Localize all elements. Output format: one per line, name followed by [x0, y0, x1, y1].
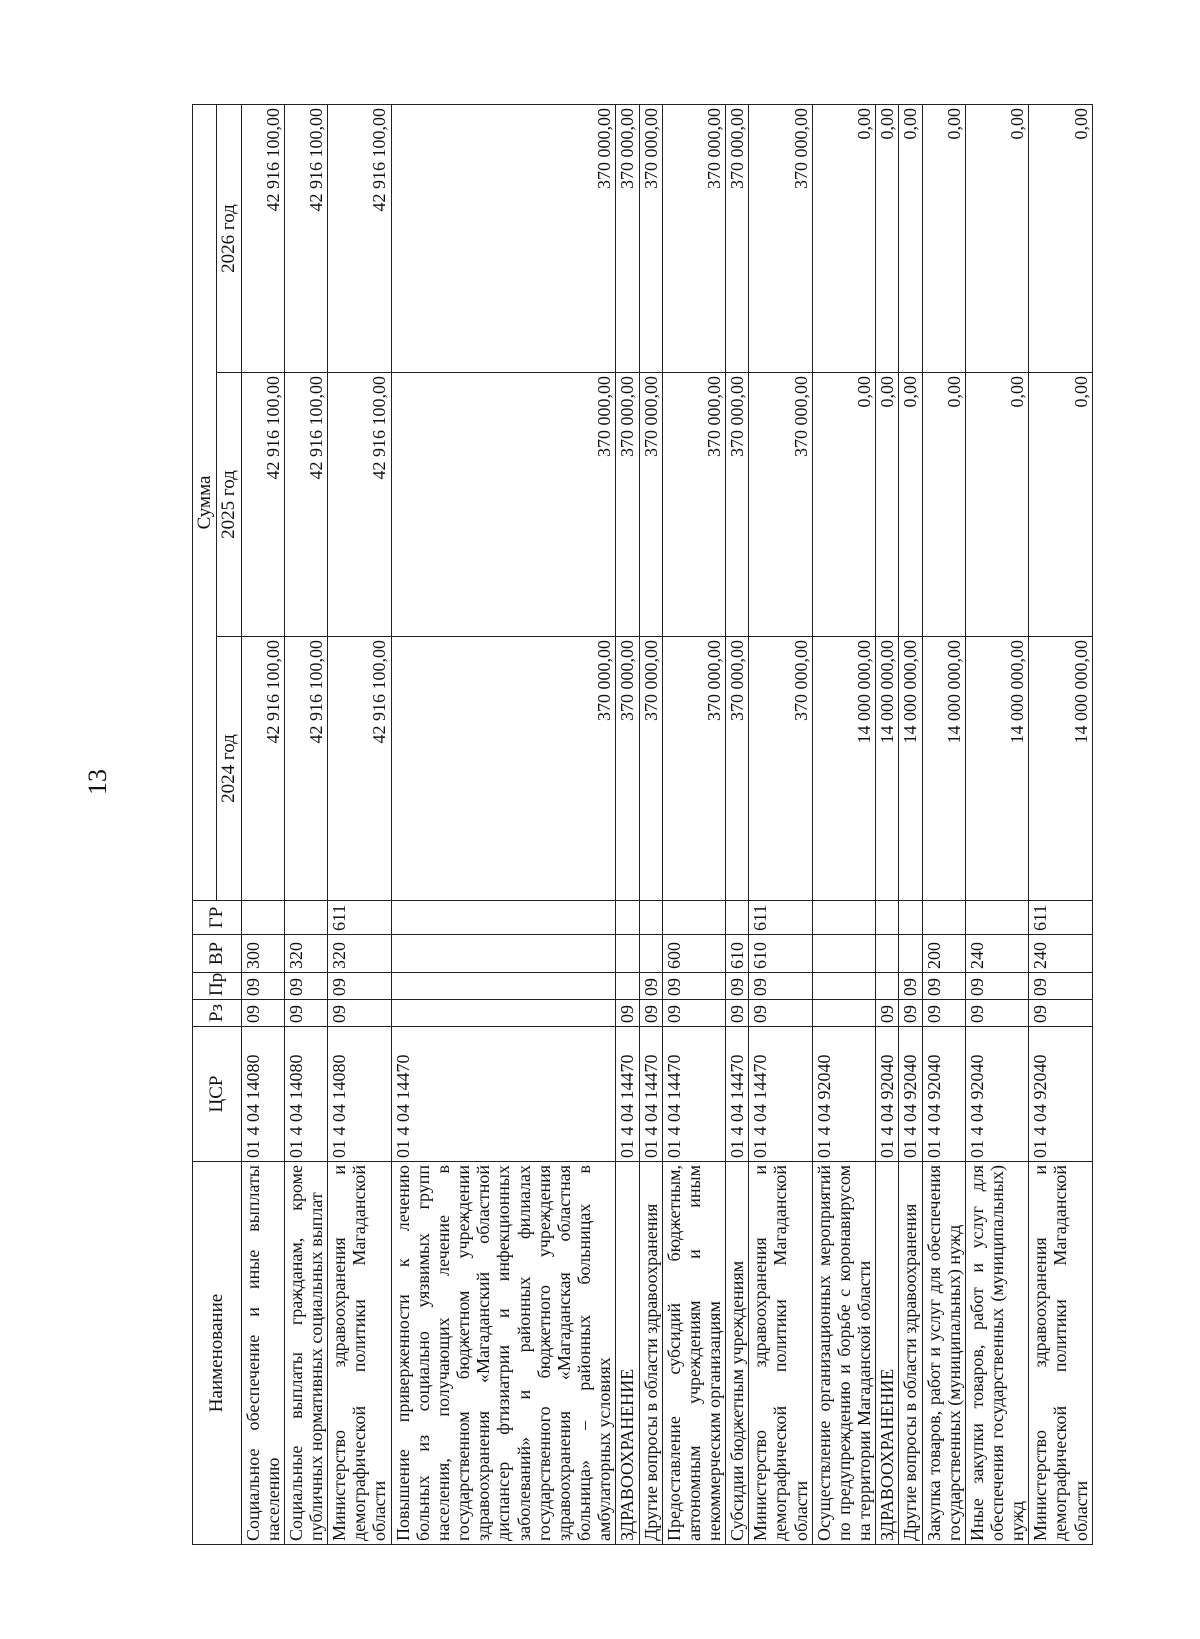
cell-pr: 09	[328, 973, 391, 1000]
cell-name: Другие вопросы в области здравоохранения	[639, 1162, 662, 1545]
cell-2026: 0,00	[876, 104, 899, 372]
cell-gr	[812, 901, 875, 935]
cell-2026: 0,00	[812, 104, 875, 372]
budget-table-container	[192, 105, 1091, 1545]
cell-csr: 01 4 04 92040	[876, 1027, 899, 1162]
cell-gr: 611	[328, 901, 391, 935]
cell-csr: 01 4 04 14470	[662, 1027, 725, 1162]
cell-vr	[876, 935, 899, 973]
cell-name: Иные закупки товаров, работ и услуг для обеспечения государственных (муниципальных) нужд	[965, 1162, 1028, 1545]
cell-csr: 01 4 04 92040	[1029, 1027, 1092, 1162]
cell-2024: 370 000,00	[749, 637, 812, 901]
header-rz: Рз	[193, 1000, 242, 1027]
cell-name: ЗДРАВООХРАНЕНИЕ	[876, 1162, 899, 1545]
cell-name: Министерство здравоохранения и демографической политики Магаданской области	[328, 1162, 391, 1545]
cell-vr	[812, 935, 875, 973]
cell-name: Министерство здравоохранения и демографической политики Магаданской области	[1029, 1162, 1092, 1545]
cell-csr: 01 4 04 14470	[639, 1027, 662, 1162]
cell-pr	[876, 973, 899, 1000]
table-row	[965, 104, 1028, 1544]
cell-gr: 611	[749, 901, 812, 935]
cell-rz: 09	[616, 1000, 639, 1027]
cell-2026: 42 916 100,00	[328, 104, 391, 372]
table-row	[749, 104, 812, 1544]
cell-gr	[922, 901, 965, 935]
cell-name: Другие вопросы в области здравоохранения	[899, 1162, 922, 1545]
cell-vr	[639, 935, 662, 973]
header-name: Наименование	[193, 1162, 242, 1545]
cell-vr: 240	[1029, 935, 1092, 973]
cell-gr	[899, 901, 922, 935]
table-row	[284, 104, 327, 1544]
cell-name: Повышение приверженности к лечению больных из социально уязвимых групп населения, получающих лечение в государственном бюджетном учреждении здравоохранения «Магаданский областной диспансер фтизиатрии и инфекционных заболеваний» и районных филиалах государственного бюджетного учреждения здравоохранения «Магаданская областная больница» – районных больницах в амбулаторных условиях	[391, 1162, 616, 1545]
cell-gr	[241, 901, 284, 935]
cell-2026: 0,00	[922, 104, 965, 372]
cell-rz: 09	[899, 1000, 922, 1027]
cell-csr: 01 4 04 92040	[899, 1027, 922, 1162]
cell-2024: 14 000 000,00	[922, 637, 965, 901]
cell-2024: 370 000,00	[616, 637, 639, 901]
cell-2026: 0,00	[965, 104, 1028, 372]
cell-pr: 09	[749, 973, 812, 1000]
cell-rz: 09	[726, 1000, 749, 1027]
cell-csr: 01 4 04 14470	[749, 1027, 812, 1162]
cell-vr: 200	[922, 935, 965, 973]
cell-2025: 370 000,00	[662, 373, 725, 637]
cell-gr: 611	[1029, 901, 1092, 935]
cell-rz: 09	[284, 1000, 327, 1027]
cell-name: Осуществление организационных мероприятий по предупреждению и борьбе с коронавирусом на территории Магаданской области	[812, 1162, 875, 1545]
header-vr: ВР	[193, 935, 242, 973]
cell-rz: 09	[328, 1000, 391, 1027]
cell-gr	[284, 901, 327, 935]
cell-2025: 370 000,00	[616, 373, 639, 637]
cell-vr: 610	[726, 935, 749, 973]
cell-vr	[616, 935, 639, 973]
cell-2025: 0,00	[876, 373, 899, 637]
cell-2026: 370 000,00	[616, 104, 639, 372]
cell-pr	[616, 973, 639, 1000]
cell-name: ЗДРАВООХРАНЕНИЕ	[616, 1162, 639, 1545]
cell-rz: 09	[965, 1000, 1028, 1027]
table-row	[922, 104, 965, 1544]
cell-csr: 01 4 04 92040	[812, 1027, 875, 1162]
cell-name: Субсидии бюджетным учреждениям	[726, 1162, 749, 1545]
table-row	[899, 104, 922, 1544]
cell-2024: 370 000,00	[726, 637, 749, 901]
cell-2025: 0,00	[965, 373, 1028, 637]
cell-2025: 370 000,00	[391, 373, 616, 637]
cell-name: Закупка товаров, работ и услуг для обеспечения государственных (муниципальных) нужд	[922, 1162, 965, 1545]
table-row	[726, 104, 749, 1544]
cell-rz	[391, 1000, 616, 1027]
cell-2026: 370 000,00	[391, 104, 616, 372]
cell-2024: 370 000,00	[639, 637, 662, 901]
header-sum: Сумма	[193, 104, 217, 900]
header-2025: 2025 год	[217, 373, 241, 637]
cell-2026: 0,00	[1029, 104, 1092, 372]
cell-gr	[391, 901, 616, 935]
cell-2025: 370 000,00	[749, 373, 812, 637]
cell-rz: 09	[241, 1000, 284, 1027]
table-row	[328, 104, 391, 1544]
cell-gr	[876, 901, 899, 935]
cell-pr: 09	[726, 973, 749, 1000]
cell-gr	[616, 901, 639, 935]
cell-2026: 0,00	[899, 104, 922, 372]
cell-2024: 14 000 000,00	[812, 637, 875, 901]
cell-2025: 0,00	[812, 373, 875, 637]
table-row	[616, 104, 639, 1544]
table-row	[639, 104, 662, 1544]
cell-pr: 09	[899, 973, 922, 1000]
cell-csr: 01 4 04 14080	[284, 1027, 327, 1162]
cell-csr: 01 4 04 92040	[922, 1027, 965, 1162]
cell-name: Социальные выплаты гражданам, кроме публичных нормативных социальных выплат	[284, 1162, 327, 1545]
cell-2024: 14 000 000,00	[965, 637, 1028, 901]
cell-2024: 370 000,00	[391, 637, 616, 901]
cell-csr: 01 4 04 14470	[726, 1027, 749, 1162]
page-number: 13	[83, 769, 112, 795]
cell-2024: 42 916 100,00	[241, 637, 284, 901]
cell-rz	[812, 1000, 875, 1027]
cell-vr: 300	[241, 935, 284, 973]
table-row	[241, 104, 284, 1544]
cell-vr: 610	[749, 935, 812, 973]
cell-2026: 370 000,00	[639, 104, 662, 372]
cell-gr	[639, 901, 662, 935]
cell-vr: 320	[328, 935, 391, 973]
header-2024: 2024 год	[217, 637, 241, 901]
cell-pr: 09	[922, 973, 965, 1000]
table-row	[662, 104, 725, 1544]
header-csr: ЦСР	[193, 1027, 242, 1162]
header-2026: 2026 год	[217, 104, 241, 372]
cell-rz: 09	[922, 1000, 965, 1027]
cell-2024: 14 000 000,00	[1029, 637, 1092, 901]
cell-2025: 42 916 100,00	[328, 373, 391, 637]
budget-table	[192, 104, 1093, 1545]
header-pr: Пр	[193, 973, 242, 1000]
cell-vr: 320	[284, 935, 327, 973]
cell-2026: 370 000,00	[662, 104, 725, 372]
cell-2024: 42 916 100,00	[328, 637, 391, 901]
cell-csr: 01 4 04 92040	[965, 1027, 1028, 1162]
cell-2026: 42 916 100,00	[284, 104, 327, 372]
table-row	[1029, 104, 1092, 1544]
cell-2026: 42 916 100,00	[241, 104, 284, 372]
cell-pr: 09	[241, 973, 284, 1000]
cell-2024: 14 000 000,00	[876, 637, 899, 901]
cell-2025: 42 916 100,00	[241, 373, 284, 637]
cell-2024: 370 000,00	[662, 637, 725, 901]
cell-2025: 370 000,00	[639, 373, 662, 637]
cell-rz: 09	[1029, 1000, 1092, 1027]
cell-name: Министерство здравоохранения и демографической политики Магаданской области	[749, 1162, 812, 1545]
cell-pr	[812, 973, 875, 1000]
table-body	[241, 104, 1092, 1544]
table-row	[876, 104, 899, 1544]
cell-rz: 09	[639, 1000, 662, 1027]
cell-csr: 01 4 04 14080	[241, 1027, 284, 1162]
cell-vr	[391, 935, 616, 973]
cell-gr	[726, 901, 749, 935]
cell-2026: 370 000,00	[749, 104, 812, 372]
cell-pr	[391, 973, 616, 1000]
cell-name: Социальное обеспечение и иные выплаты населению	[241, 1162, 284, 1545]
header-gr: ГР	[193, 901, 242, 935]
table-row	[812, 104, 875, 1544]
cell-vr: 600	[662, 935, 725, 973]
cell-2025: 42 916 100,00	[284, 373, 327, 637]
cell-vr	[899, 935, 922, 973]
cell-gr	[662, 901, 725, 935]
cell-2024: 42 916 100,00	[284, 637, 327, 901]
cell-csr: 01 4 04 14470	[616, 1027, 639, 1162]
cell-pr: 09	[662, 973, 725, 1000]
cell-pr: 09	[284, 973, 327, 1000]
cell-csr: 01 4 04 14080	[328, 1027, 391, 1162]
cell-2024: 14 000 000,00	[899, 637, 922, 901]
cell-csr: 01 4 04 14470	[391, 1027, 616, 1162]
cell-2026: 370 000,00	[726, 104, 749, 372]
cell-rz: 09	[876, 1000, 899, 1027]
cell-gr	[965, 901, 1028, 935]
cell-pr: 09	[1029, 973, 1092, 1000]
cell-2025: 370 000,00	[726, 373, 749, 637]
cell-2025: 0,00	[1029, 373, 1092, 637]
cell-rz: 09	[662, 1000, 725, 1027]
cell-2025: 0,00	[899, 373, 922, 637]
cell-2025: 0,00	[922, 373, 965, 637]
cell-rz: 09	[749, 1000, 812, 1027]
cell-pr: 09	[639, 973, 662, 1000]
cell-name: Предоставление субсидий бюджетным, автономным учреждениям и иным некоммерческим организациям	[662, 1162, 725, 1545]
table-row	[391, 104, 616, 1544]
cell-pr: 09	[965, 973, 1028, 1000]
cell-vr: 240	[965, 935, 1028, 973]
